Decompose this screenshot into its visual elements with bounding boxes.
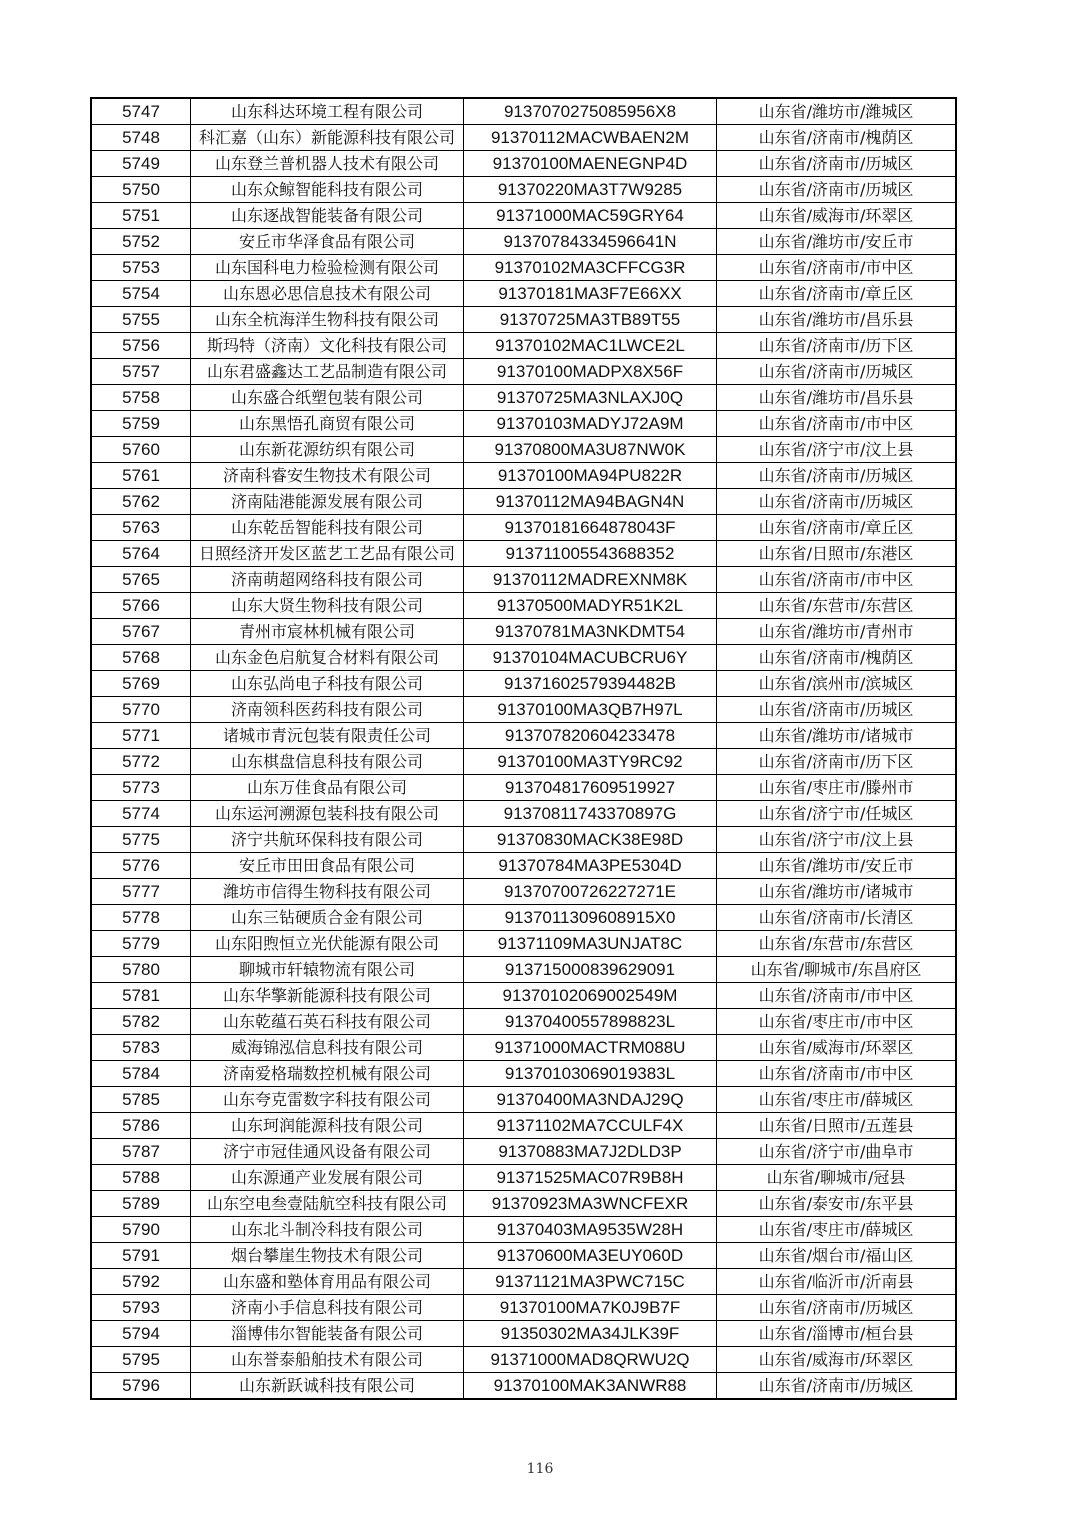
company-name-cell: 淄博伟尔智能装备有限公司 xyxy=(191,1321,464,1347)
table-row xyxy=(91,1139,956,1165)
table-row xyxy=(91,489,956,515)
region-cell: 山东省/威海市/环翠区 xyxy=(717,203,957,229)
table-row xyxy=(91,775,956,801)
region-cell: 山东省/潍坊市/昌乐县 xyxy=(717,385,957,411)
table-row xyxy=(91,879,956,905)
row-number-cell: 5781 xyxy=(91,983,191,1009)
region-cell: 山东省/济南市/槐荫区 xyxy=(717,125,957,151)
company-name-cell: 山东逐战智能装备有限公司 xyxy=(191,203,464,229)
region-cell: 山东省/济南市/历城区 xyxy=(717,1295,957,1321)
region-cell: 山东省/济南市/历城区 xyxy=(717,463,957,489)
table-row xyxy=(91,203,956,229)
table-row xyxy=(91,333,956,359)
table-row xyxy=(91,1087,956,1113)
company-name-cell: 济南科睿安生物技术有限公司 xyxy=(191,463,464,489)
company-name-cell: 济南陆港能源发展有限公司 xyxy=(191,489,464,515)
row-number-cell: 5782 xyxy=(91,1009,191,1035)
company-name-cell: 济南萌超网络科技有限公司 xyxy=(191,567,464,593)
credit-code-cell: 91370181MA3F7E66XX xyxy=(464,281,717,307)
table-row xyxy=(91,98,956,125)
row-number-cell: 5768 xyxy=(91,645,191,671)
region-cell: 山东省/济南市/长清区 xyxy=(717,905,957,931)
region-cell: 山东省/枣庄市/薛城区 xyxy=(717,1217,957,1243)
table-row xyxy=(91,125,956,151)
company-name-cell: 济宁共航环保科技有限公司 xyxy=(191,827,464,853)
company-name-cell: 山东华擎新能源科技有限公司 xyxy=(191,983,464,1009)
row-number-cell: 5754 xyxy=(91,281,191,307)
company-name-cell: 山东空电叁壹陆航空科技有限公司 xyxy=(191,1191,464,1217)
row-number-cell: 5778 xyxy=(91,905,191,931)
table-row xyxy=(91,1347,956,1373)
credit-code-cell: 91370784334596641N xyxy=(464,229,717,255)
company-name-cell: 安丘市华泽食品有限公司 xyxy=(191,229,464,255)
credit-code-cell: 91370102069002549M xyxy=(464,983,717,1009)
company-table xyxy=(90,97,957,1400)
row-number-cell: 5789 xyxy=(91,1191,191,1217)
region-cell: 山东省/潍坊市/昌乐县 xyxy=(717,307,957,333)
row-number-cell: 5766 xyxy=(91,593,191,619)
table-row xyxy=(91,697,956,723)
company-name-cell: 济南小手信息科技有限公司 xyxy=(191,1295,464,1321)
table-row xyxy=(91,541,956,567)
row-number-cell: 5753 xyxy=(91,255,191,281)
row-number-cell: 5750 xyxy=(91,177,191,203)
row-number-cell: 5764 xyxy=(91,541,191,567)
table-row xyxy=(91,359,956,385)
row-number-cell: 5795 xyxy=(91,1347,191,1373)
credit-code-cell: 91371000MAD8QRWU2Q xyxy=(464,1347,717,1373)
company-name-cell: 山东新跃诚科技有限公司 xyxy=(191,1373,464,1400)
company-name-cell: 济南爱格瑞数控机械有限公司 xyxy=(191,1061,464,1087)
company-name-cell: 山东珂润能源科技有限公司 xyxy=(191,1113,464,1139)
region-cell: 山东省/威海市/环翠区 xyxy=(717,1035,957,1061)
company-name-cell: 诸城市青沅包装有限责任公司 xyxy=(191,723,464,749)
region-cell: 山东省/泰安市/东平县 xyxy=(717,1191,957,1217)
region-cell: 山东省/临沂市/沂南县 xyxy=(717,1269,957,1295)
credit-code-cell: 91370112MADREXNM8K xyxy=(464,567,717,593)
row-number-cell: 5792 xyxy=(91,1269,191,1295)
credit-code-cell: 91370100MA94PU822R xyxy=(464,463,717,489)
row-number-cell: 5759 xyxy=(91,411,191,437)
row-number-cell: 5756 xyxy=(91,333,191,359)
credit-code-cell: 91370100MADPX8X56F xyxy=(464,359,717,385)
company-name-cell: 济南领科医药科技有限公司 xyxy=(191,697,464,723)
credit-code-cell: 91370112MA94BAGN4N xyxy=(464,489,717,515)
region-cell: 山东省/日照市/五莲县 xyxy=(717,1113,957,1139)
row-number-cell: 5755 xyxy=(91,307,191,333)
company-name-cell: 烟台攀崖生物技术有限公司 xyxy=(191,1243,464,1269)
row-number-cell: 5791 xyxy=(91,1243,191,1269)
credit-code-cell: 91370100MAENEGNP4D xyxy=(464,151,717,177)
row-number-cell: 5747 xyxy=(91,98,191,125)
company-name-cell: 山东君盛鑫达工艺品制造有限公司 xyxy=(191,359,464,385)
row-number-cell: 5775 xyxy=(91,827,191,853)
region-cell: 山东省/滨州市/滨城区 xyxy=(717,671,957,697)
region-cell: 山东省/烟台市/福山区 xyxy=(717,1243,957,1269)
row-number-cell: 5793 xyxy=(91,1295,191,1321)
credit-code-cell: 913707820604233478 xyxy=(464,723,717,749)
credit-code-cell: 91370800MA3U87NW0K xyxy=(464,437,717,463)
region-cell: 山东省/济南市/章丘区 xyxy=(717,515,957,541)
region-cell: 山东省/济宁市/汶上县 xyxy=(717,437,957,463)
company-name-cell: 安丘市田田食品有限公司 xyxy=(191,853,464,879)
company-name-cell: 斯玛特（济南）文化科技有限公司 xyxy=(191,333,464,359)
region-cell: 山东省/济南市/历城区 xyxy=(717,177,957,203)
region-cell: 山东省/济南市/历城区 xyxy=(717,697,957,723)
region-cell: 山东省/日照市/东港区 xyxy=(717,541,957,567)
credit-code-cell: 91370725MA3NLAXJ0Q xyxy=(464,385,717,411)
company-name-cell: 山东大贤生物科技有限公司 xyxy=(191,593,464,619)
region-cell: 山东省/潍坊市/诸城市 xyxy=(717,879,957,905)
table-row xyxy=(91,1217,956,1243)
company-name-cell: 山东恩必思信息技术有限公司 xyxy=(191,281,464,307)
company-name-cell: 山东万佳食品有限公司 xyxy=(191,775,464,801)
row-number-cell: 5774 xyxy=(91,801,191,827)
region-cell: 山东省/聊城市/冠县 xyxy=(717,1165,957,1191)
region-cell: 山东省/枣庄市/市中区 xyxy=(717,1009,957,1035)
table-row xyxy=(91,1295,956,1321)
row-number-cell: 5767 xyxy=(91,619,191,645)
credit-code-cell: 91370102MAC1LWCE2L xyxy=(464,333,717,359)
row-number-cell: 5761 xyxy=(91,463,191,489)
company-name-cell: 山东黑悟孔商贸有限公司 xyxy=(191,411,464,437)
region-cell: 山东省/济南市/市中区 xyxy=(717,1061,957,1087)
row-number-cell: 5769 xyxy=(91,671,191,697)
row-number-cell: 5751 xyxy=(91,203,191,229)
region-cell: 山东省/济南市/历城区 xyxy=(717,1373,957,1400)
region-cell: 山东省/济宁市/曲阜市 xyxy=(717,1139,957,1165)
table-row xyxy=(91,385,956,411)
company-name-cell: 山东棋盘信息科技有限公司 xyxy=(191,749,464,775)
row-number-cell: 5785 xyxy=(91,1087,191,1113)
row-number-cell: 5790 xyxy=(91,1217,191,1243)
credit-code-cell: 91371602579394482B xyxy=(464,671,717,697)
table-row xyxy=(91,567,956,593)
row-number-cell: 5758 xyxy=(91,385,191,411)
table-row xyxy=(91,1269,956,1295)
company-name-cell: 山东登兰普机器人技术有限公司 xyxy=(191,151,464,177)
credit-code-cell: 91370500MADYR51K2L xyxy=(464,593,717,619)
credit-code-cell: 91370781MA3NKDMT54 xyxy=(464,619,717,645)
region-cell: 山东省/东营市/东营区 xyxy=(717,593,957,619)
credit-code-cell: 91370784MA3PE5304D xyxy=(464,853,717,879)
table-row xyxy=(91,645,956,671)
row-number-cell: 5779 xyxy=(91,931,191,957)
region-cell: 山东省/枣庄市/薛城区 xyxy=(717,1087,957,1113)
company-name-cell: 山东弘尚电子科技有限公司 xyxy=(191,671,464,697)
credit-code-cell: 91370400557898823L xyxy=(464,1009,717,1035)
region-cell: 山东省/济南市/槐荫区 xyxy=(717,645,957,671)
region-cell: 山东省/枣庄市/滕州市 xyxy=(717,775,957,801)
company-name-cell: 山东源通产业发展有限公司 xyxy=(191,1165,464,1191)
company-name-cell: 山东科达环境工程有限公司 xyxy=(191,98,464,125)
region-cell: 山东省/济南市/历下区 xyxy=(717,333,957,359)
table-row xyxy=(91,905,956,931)
row-number-cell: 5776 xyxy=(91,853,191,879)
credit-code-cell: 91370103069019383L xyxy=(464,1061,717,1087)
region-cell: 山东省/济南市/章丘区 xyxy=(717,281,957,307)
row-number-cell: 5783 xyxy=(91,1035,191,1061)
company-name-cell: 山东乾蕴石英石科技有限公司 xyxy=(191,1009,464,1035)
company-name-cell: 聊城市轩辕物流有限公司 xyxy=(191,957,464,983)
table-row xyxy=(91,1191,956,1217)
row-number-cell: 5796 xyxy=(91,1373,191,1400)
company-name-cell: 山东三钻硬质合金有限公司 xyxy=(191,905,464,931)
region-cell: 山东省/潍坊市/安丘市 xyxy=(717,229,957,255)
row-number-cell: 5757 xyxy=(91,359,191,385)
credit-code-cell: 91370100MAK3ANWR88 xyxy=(464,1373,717,1400)
table-row xyxy=(91,619,956,645)
credit-code-cell: 91370400MA3NDAJ29Q xyxy=(464,1087,717,1113)
table-body xyxy=(91,98,956,1399)
row-number-cell: 5788 xyxy=(91,1165,191,1191)
row-number-cell: 5748 xyxy=(91,125,191,151)
company-name-cell: 山东誉泰船舶技术有限公司 xyxy=(191,1347,464,1373)
region-cell: 山东省/潍坊市/诸城市 xyxy=(717,723,957,749)
credit-code-cell: 91371000MAC59GRY64 xyxy=(464,203,717,229)
company-name-cell: 山东夸克雷数字科技有限公司 xyxy=(191,1087,464,1113)
region-cell: 山东省/东营市/东营区 xyxy=(717,931,957,957)
table-row xyxy=(91,749,956,775)
table-row xyxy=(91,437,956,463)
company-name-cell: 山东运河溯源包装科技有限公司 xyxy=(191,801,464,827)
row-number-cell: 5777 xyxy=(91,879,191,905)
table-row xyxy=(91,827,956,853)
region-cell: 山东省/淄博市/桓台县 xyxy=(717,1321,957,1347)
region-cell: 山东省/潍坊市/青州市 xyxy=(717,619,957,645)
credit-code-cell: 91371102MA7CCULF4X xyxy=(464,1113,717,1139)
table-row xyxy=(91,151,956,177)
table-row xyxy=(91,983,956,1009)
credit-code-cell: 91370600MA3EUY060D xyxy=(464,1243,717,1269)
company-name-cell: 山东全杭海洋生物科技有限公司 xyxy=(191,307,464,333)
credit-code-cell: 91370725MA3TB89T55 xyxy=(464,307,717,333)
credit-code-cell: 91370403MA9535W28H xyxy=(464,1217,717,1243)
credit-code-cell: 91371525MAC07R9B8H xyxy=(464,1165,717,1191)
table-row xyxy=(91,1035,956,1061)
region-cell: 山东省/威海市/环翠区 xyxy=(717,1347,957,1373)
table-row xyxy=(91,307,956,333)
row-number-cell: 5752 xyxy=(91,229,191,255)
row-number-cell: 5749 xyxy=(91,151,191,177)
credit-code-cell: 9137070275085956X8 xyxy=(464,98,717,125)
row-number-cell: 5787 xyxy=(91,1139,191,1165)
company-name-cell: 山东国科电力检验检测有限公司 xyxy=(191,255,464,281)
credit-code-cell: 91370102MA3CFFCG3R xyxy=(464,255,717,281)
table-row xyxy=(91,723,956,749)
credit-code-cell: 913704817609519927 xyxy=(464,775,717,801)
credit-code-cell: 9137011309608915X0 xyxy=(464,905,717,931)
row-number-cell: 5770 xyxy=(91,697,191,723)
company-name-cell: 山东盛和塾体育用品有限公司 xyxy=(191,1269,464,1295)
credit-code-cell: 91370923MA3WNCFEXR xyxy=(464,1191,717,1217)
region-cell: 山东省/济宁市/汶上县 xyxy=(717,827,957,853)
region-cell: 山东省/济南市/市中区 xyxy=(717,411,957,437)
table-row xyxy=(91,1373,956,1400)
credit-code-cell: 91370100MA7K0J9B7F xyxy=(464,1295,717,1321)
credit-code-cell: 91370700726227271E xyxy=(464,879,717,905)
company-name-cell: 潍坊市信得生物科技有限公司 xyxy=(191,879,464,905)
credit-code-cell: 913715000839629091 xyxy=(464,957,717,983)
company-name-cell: 山东盛合纸塑包装有限公司 xyxy=(191,385,464,411)
row-number-cell: 5771 xyxy=(91,723,191,749)
row-number-cell: 5763 xyxy=(91,515,191,541)
row-number-cell: 5772 xyxy=(91,749,191,775)
region-cell: 山东省/济南市/历城区 xyxy=(717,151,957,177)
table-row xyxy=(91,931,956,957)
row-number-cell: 5784 xyxy=(91,1061,191,1087)
company-name-cell: 山东乾岳智能科技有限公司 xyxy=(191,515,464,541)
table-row xyxy=(91,411,956,437)
credit-code-cell: 91371109MA3UNJAT8C xyxy=(464,931,717,957)
company-name-cell: 山东众鲸智能科技有限公司 xyxy=(191,177,464,203)
credit-code-cell: 91371121MA3PWC715C xyxy=(464,1269,717,1295)
region-cell: 山东省/济南市/历城区 xyxy=(717,359,957,385)
credit-code-cell: 913711005543688352 xyxy=(464,541,717,567)
table-row xyxy=(91,671,956,697)
table-row xyxy=(91,801,956,827)
region-cell: 山东省/济南市/市中区 xyxy=(717,567,957,593)
credit-code-cell: 91350302MA34JLK39F xyxy=(464,1321,717,1347)
table-row xyxy=(91,1113,956,1139)
table-row xyxy=(91,281,956,307)
table-row xyxy=(91,177,956,203)
credit-code-cell: 91370830MACK38E98D xyxy=(464,827,717,853)
company-name-cell: 山东金色启航复合材料有限公司 xyxy=(191,645,464,671)
region-cell: 山东省/济宁市/任城区 xyxy=(717,801,957,827)
company-name-cell: 科汇嘉（山东）新能源科技有限公司 xyxy=(191,125,464,151)
row-number-cell: 5786 xyxy=(91,1113,191,1139)
row-number-cell: 5794 xyxy=(91,1321,191,1347)
region-cell: 山东省/济南市/历下区 xyxy=(717,749,957,775)
table-row xyxy=(91,1321,956,1347)
credit-code-cell: 91370104MACUBCRU6Y xyxy=(464,645,717,671)
region-cell: 山东省/济南市/市中区 xyxy=(717,255,957,281)
row-number-cell: 5765 xyxy=(91,567,191,593)
row-number-cell: 5762 xyxy=(91,489,191,515)
company-name-cell: 青州市宸林机械有限公司 xyxy=(191,619,464,645)
table-row xyxy=(91,957,956,983)
table-row xyxy=(91,255,956,281)
credit-code-cell: 91370181664878043F xyxy=(464,515,717,541)
table-row xyxy=(91,1243,956,1269)
table-row xyxy=(91,515,956,541)
credit-code-cell: 91370100MA3TY9RC92 xyxy=(464,749,717,775)
company-name-cell: 济宁市冠佳通风设备有限公司 xyxy=(191,1139,464,1165)
table-row xyxy=(91,853,956,879)
table-row xyxy=(91,463,956,489)
company-name-cell: 山东北斗制冷科技有限公司 xyxy=(191,1217,464,1243)
region-cell: 山东省/济南市/市中区 xyxy=(717,983,957,1009)
credit-code-cell: 91370112MACWBAEN2M xyxy=(464,125,717,151)
row-number-cell: 5773 xyxy=(91,775,191,801)
row-number-cell: 5780 xyxy=(91,957,191,983)
company-name-cell: 山东阳煦恒立光伏能源有限公司 xyxy=(191,931,464,957)
region-cell: 山东省/聊城市/东昌府区 xyxy=(717,957,957,983)
region-cell: 山东省/潍坊市/安丘市 xyxy=(717,853,957,879)
page-number: 116 xyxy=(526,1461,554,1477)
company-name-cell: 威海锦泓信息科技有限公司 xyxy=(191,1035,464,1061)
credit-code-cell: 91371000MACTRM088U xyxy=(464,1035,717,1061)
region-cell: 山东省/济南市/历城区 xyxy=(717,489,957,515)
table-row xyxy=(91,593,956,619)
row-number-cell: 5760 xyxy=(91,437,191,463)
company-name-cell: 山东新花源纺织有限公司 xyxy=(191,437,464,463)
table-row xyxy=(91,1061,956,1087)
credit-code-cell: 91370220MA3T7W9285 xyxy=(464,177,717,203)
table-row xyxy=(91,1009,956,1035)
credit-code-cell: 91370100MA3QB7H97L xyxy=(464,697,717,723)
table-row xyxy=(91,1165,956,1191)
credit-code-cell: 91370103MADYJ72A9M xyxy=(464,411,717,437)
credit-code-cell: 91370883MA7J2DLD3P xyxy=(464,1139,717,1165)
region-cell: 山东省/潍坊市/潍城区 xyxy=(717,98,957,125)
credit-code-cell: 91370811743370897G xyxy=(464,801,717,827)
company-name-cell: 日照经济开发区蓝艺工艺品有限公司 xyxy=(191,541,464,567)
table-row xyxy=(91,229,956,255)
